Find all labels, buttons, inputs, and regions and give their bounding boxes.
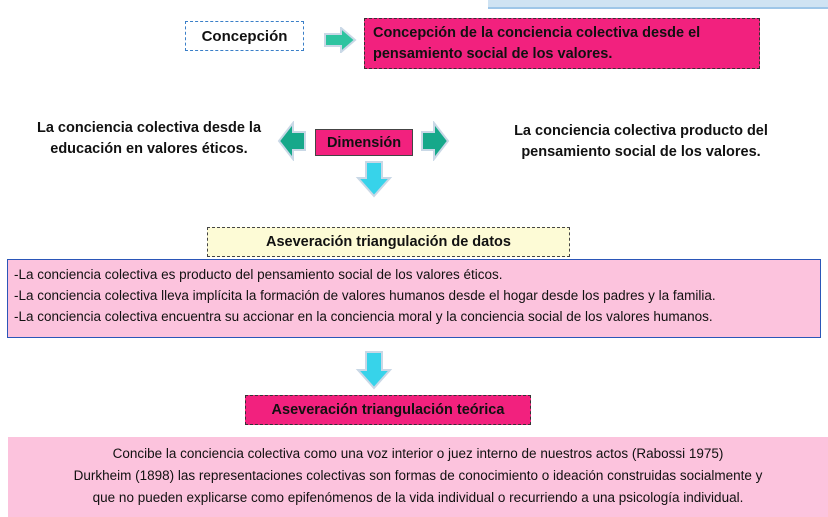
- aseveracion-teorica-line: Durkheim (1898) las representaciones colectivas son formas de conocimiento o ideación construidas socialmente y: [73, 468, 763, 483]
- concepcion-box: [185, 21, 304, 51]
- right-arrow-icon: [420, 121, 450, 161]
- aseveracion-teorica-box: [8, 437, 828, 517]
- right-arrow-icon: [323, 27, 357, 53]
- down-arrow-icon: [355, 350, 393, 390]
- dimension-label: Dimensión: [326, 134, 402, 151]
- aseveracion-datos-title-text: Aseveración triangulación de datos: [266, 234, 511, 250]
- aseveracion-datos-line: -La conciencia colectiva es producto del pensamiento social de los valores éticos.: [14, 267, 503, 282]
- top-stripe-line: [488, 7, 828, 9]
- down-arrow-icon: [355, 160, 393, 198]
- aseveracion-datos-title: [207, 227, 570, 257]
- dimension-left-text: La conciencia colectiva desde la educación en valores éticos.: [36, 120, 262, 157]
- dimension-right-text: La conciencia colectiva producto del pensamiento social de los valores.: [514, 123, 768, 160]
- top-stripe: [488, 0, 828, 7]
- aseveracion-teorica-line: que no pueden explicarse como epifenómenos de la vida individual o recurriendo a una psicología individual.: [92, 490, 744, 505]
- dimension-box: [315, 129, 413, 156]
- aseveracion-teorica-line: Concibe la conciencia colectiva como una voz interior o juez interno de nuestros actos (Rabossi 1975): [112, 446, 724, 461]
- aseveracion-teorica-title: [245, 395, 531, 425]
- concepcion-label: Concepción: [201, 27, 288, 45]
- aseveracion-teorica-title-text: Aseveración triangulación teórica: [271, 402, 505, 418]
- aseveracion-datos-line: -La conciencia colectiva encuentra su accionar en la conciencia moral y la conciencia social de los valores humanos.: [14, 309, 713, 324]
- aseveracion-datos-line: -La conciencia colectiva lleva implícita la formación de valores humanos desde el hogar desde los padres y la familia.: [14, 288, 716, 303]
- left-arrow-icon: [277, 121, 307, 161]
- concepcion-definition: Concepción de la conciencia colectiva desde el pensamiento social de los valores.: [364, 18, 760, 69]
- aseveracion-datos-box: [7, 259, 821, 338]
